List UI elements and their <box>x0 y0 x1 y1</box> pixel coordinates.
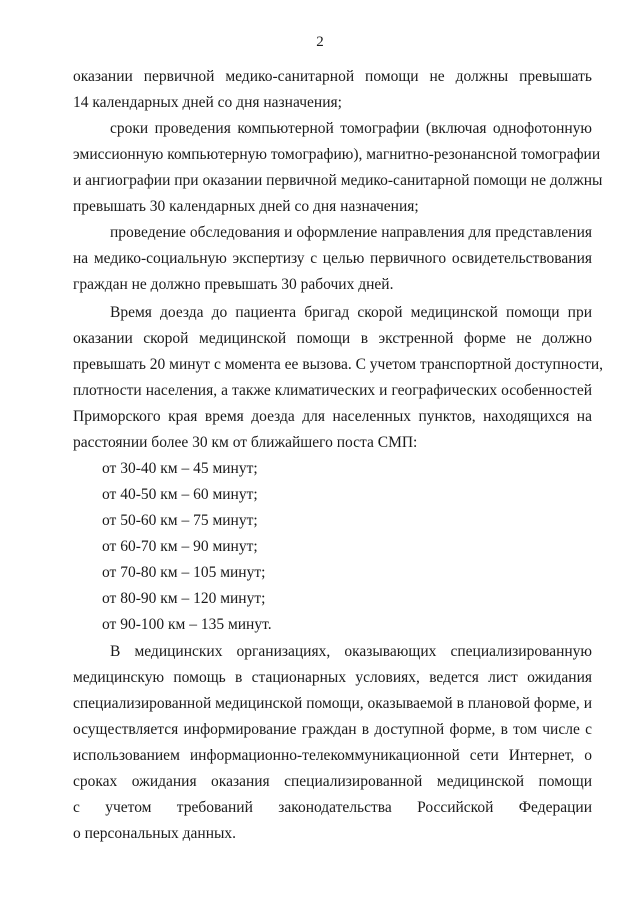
text-line: превышать 20 минут с момента ее вызова. С учетом транспортной доступности, <box>73 356 604 373</box>
text-line: с учетом требований законодательства Российской Федерации <box>73 799 592 816</box>
text-line: специализированной медицинской помощи, оказываемой в плановой форме, и <box>73 695 592 712</box>
text-line: осуществляется информирование граждан в доступной форме, в том числе с <box>73 721 592 738</box>
text-line: использованием информационно-телекоммуникационной сети Интернет, о <box>73 747 592 764</box>
text-line: плотности населения, а также климатических и географических особенностей <box>73 382 592 399</box>
text-line: граждан не должно превышать 30 рабочих дней. <box>73 276 394 293</box>
text-line: и ангиографии при оказании первичной медико-санитарной помощи не должны <box>73 172 603 189</box>
list-item: от 40-50 км – 60 минут; <box>102 486 258 503</box>
list-item: от 90-100 км – 135 минут. <box>102 616 272 633</box>
text-line: эмиссионную компьютерную томографию), магнитно-резонансной томографии <box>73 146 601 163</box>
text-line: Приморского края время доезда для населенных пунктов, находящихся на <box>73 408 592 425</box>
text-line: Время доезда до пациента бригад скорой медицинской помощи при <box>110 304 592 321</box>
text-line: на медико-социальную экспертизу с целью первичного освидетельствования <box>73 250 592 267</box>
text-line: сроки проведения компьютерной томографии (включая однофотонную <box>110 120 592 137</box>
text-line: оказании первичной медико-санитарной помощи не должны превышать <box>73 68 592 85</box>
list-item: от 60-70 км – 90 минут; <box>102 538 258 555</box>
text-line: расстоянии более 30 км от ближайшего поста СМП: <box>73 434 418 451</box>
text-line: проведение обследования и оформление направления для представления <box>110 224 592 241</box>
list-item: от 30-40 км – 45 минут; <box>102 460 258 477</box>
text-line: сроках ожидания оказания специализированной медицинской помощи <box>73 773 592 790</box>
text-line: о персональных данных. <box>73 825 237 842</box>
text-line: В медицинских организациях, оказывающих специализированную <box>110 643 592 660</box>
page-number: 2 <box>316 34 324 50</box>
text-line: оказании скорой медицинской помощи в экстренной форме не должно <box>73 330 592 347</box>
text-line: 14 календарных дней со дня назначения; <box>73 94 342 111</box>
list-item: от 80-90 км – 120 минут; <box>102 590 266 607</box>
text-line: превышать 30 календарных дней со дня назначения; <box>73 198 419 215</box>
text-line: медицинскую помощь в стационарных условиях, ведется лист ожидания <box>73 669 592 686</box>
list-item: от 70-80 км – 105 минут; <box>102 564 266 581</box>
list-item: от 50-60 км – 75 минут; <box>102 512 258 529</box>
